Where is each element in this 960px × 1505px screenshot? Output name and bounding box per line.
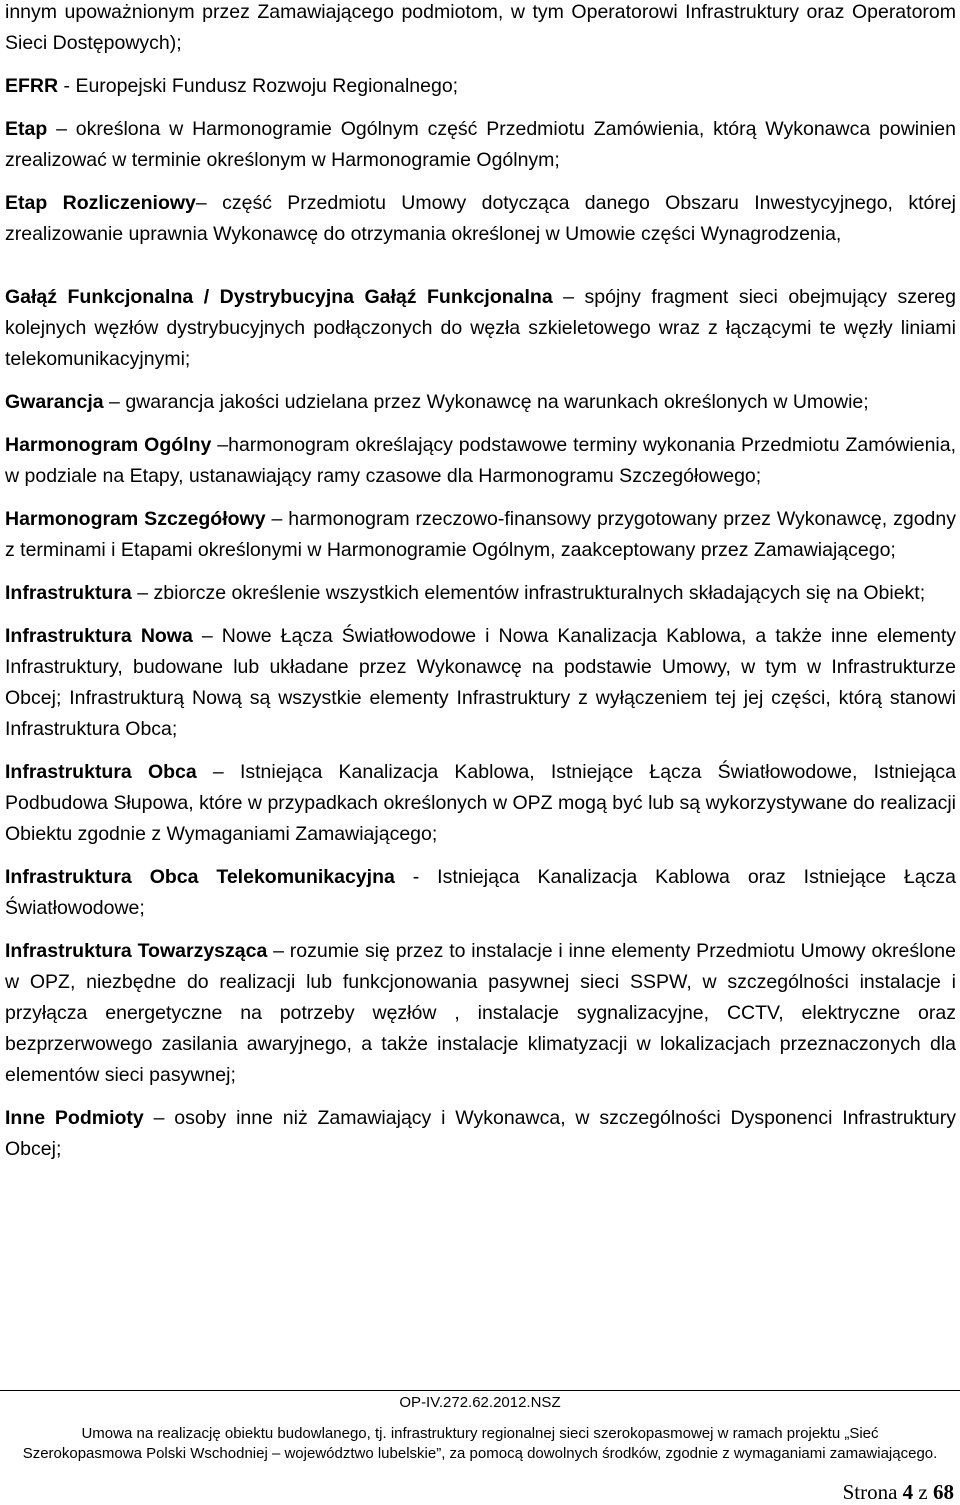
page-total: 68 [933, 1480, 954, 1504]
definition-text: gwarancja jakości udzielana przez Wykonawcę na warunkach określonych w Umowie; [125, 391, 869, 413]
document-body [5, 0, 956, 1177]
definition-galaz-funkcjonalna [5, 282, 956, 375]
definition-text: harmonogram rzeczowo-finansowy przygotowany przez Wykonawcę, zgodny z terminami i Etapami określonymi w Harmonogramie Ogólnym, zaakceptowany przez Zamawiającego; [5, 508, 956, 561]
definition-term: Etap [5, 118, 48, 140]
definition-text: część Przedmiotu Umowy dotycząca danego Obszaru Inwestycyjnego, której zrealizowanie uprawnia Wykonawcę do otrzymania określonej w Umowie części Wynagrodzenia, [5, 192, 957, 245]
footer-description: Umowa na realizację obiektu budowlanego, tj. infrastruktury regionalnej sieci szerokopasmowej w ramach projektu „Sieć Szerokopasmowa Polski Wschodniej – województwo lubelskie”, za pomocą dowolnych środków, zgodnie z wymaganiami zamawiającego. [22, 1425, 938, 1462]
definition-infrastruktura-obca-telekomunikacyjna [5, 862, 956, 924]
definition-infrastruktura-towarzyszaca [5, 936, 956, 1091]
definition-text: Europejski Fundusz Rozwoju Regionalnego; [75, 75, 459, 97]
definition-separator: – [196, 761, 240, 783]
footer-document-code: OP-IV.272.62.2012.NSZ [399, 1394, 561, 1411]
definition-term: Infrastruktura Nowa [5, 625, 193, 647]
definition-infrastruktura-nowa [5, 621, 956, 745]
definition-term: Infrastruktura Obca Telekomunikacyjna [5, 866, 395, 888]
definition-text: Istniejąca Kanalizacja Kablowa, Istniejące Łącza Światłowodowe, Istniejąca Podbudowa Słupowa, które w przypadkach określonych w OPZ mogą być lub są wykorzystywane do realizacji Obiektu zgodnie z Wymaganiami Zamawiającego; [5, 761, 956, 845]
page-number [843, 1480, 954, 1504]
definition-text: harmonogram określający podstawowe terminy wykonania Przedmiotu Zamówienia, w podziale na Etapy, ustanawiający ramy czasowe dla Harmonogramu Szczegółowego; [5, 434, 957, 487]
definition-term: Gwarancja [5, 391, 104, 413]
definition-term: Infrastruktura [5, 582, 132, 604]
definition-text: spójny fragment sieci obejmujący szereg kolejnych węzłów dystrybucyjnych podłączonych do węzła szkieletowego wraz z łączącymi te węzły liniami telekomunikacyjnymi; [5, 286, 956, 370]
definition-infrastruktura [5, 578, 956, 609]
definition-text: osoby inne niż Zamawiający i Wykonawca, w szczególności Dysponenci Infrastruktury Obcej; [5, 1107, 957, 1160]
definition-text: zbiorcze określenie wszystkich elementów infrastrukturalnych składających się na Obiekt; [153, 582, 926, 604]
definition-separator: – [131, 582, 154, 604]
definition-text: określona w Harmonogramie Ogólnym część Przedmiotu Zamówienia, którą Wykonawca powinien zrealizować w terminie określonym w Harmonogramie Ogólnym; [5, 118, 956, 171]
definition-separator: – [267, 940, 290, 962]
definition-term: Harmonogram Szczegółowy [5, 508, 266, 530]
definition-term: EFRR [5, 75, 59, 97]
definition-term: Etap Rozliczeniowy [5, 192, 196, 214]
definition-separator: – [143, 1107, 175, 1129]
definition-gwarancja [5, 387, 956, 418]
definition-separator: – [195, 192, 223, 214]
definition-text: Nowe Łącza Światłowodowe i Nowa Kanalizacja Kablowa, a także inne elementy Infrastruktury, budowane lub układane przez Wykonawcę na podstawie Umowy, w tym w Infrastrukturze Obcej; Infrastrukturą Nową są wszystkie elementy Infrastruktury z wyłączeniem tej jej części, którą stanowi Infrastruktura Obca; [5, 625, 956, 740]
definition-efrr [5, 71, 956, 102]
definition-separator: – [103, 391, 126, 413]
definition-etap [5, 114, 956, 176]
definition-term: Harmonogram Ogólny [5, 434, 212, 456]
footer-divider [0, 1390, 960, 1391]
page-word: Strona [842, 1480, 898, 1504]
continuation-paragraph: innym upoważnionym przez Zamawiającego podmiotom, w tym Operatorowi Infrastruktury oraz Operatorom Sieci Dostępowych); [5, 1, 956, 54]
definition-term: Inne Podmioty [5, 1107, 144, 1129]
definition-harmonogram-szczegolowy [5, 504, 956, 566]
definition-etap-rozliczeniowy [5, 188, 956, 250]
page-current: 4 [902, 1480, 914, 1504]
definition-term: Infrastruktura Towarzysząca [5, 940, 268, 962]
definition-text: Istniejąca Kanalizacja Kablowa oraz Istniejące Łącza Światłowodowe; [5, 866, 956, 919]
definition-separator: – [265, 508, 289, 530]
definition-separator: - [58, 75, 76, 97]
definition-text: rozumie się przez to instalacje i inne elementy Przedmiotu Umowy określone w OPZ, niezbędne do realizacji lub funkcjonowania pasywnej sieci SSPW, w szczególności instalacje i przyłącza energetyczne na potrzeby węzłów , instalacje sygnalizacyjne, CCTV, elektryczne oraz bezprzerwowego zasilania awaryjnego, a także instalacje klimatyzacji w lokalizacjach przeznaczonych dla elementów sieci pasywnej; [5, 940, 956, 1086]
definition-harmonogram-ogolny [5, 430, 956, 492]
definition-separator: – [47, 118, 76, 140]
definition-separator: – [211, 434, 229, 456]
definition-separator: - [394, 866, 438, 888]
definition-separator: – [192, 625, 222, 647]
definition-infrastruktura-obca [5, 757, 956, 850]
definition-term: Infrastruktura Obca [5, 761, 197, 783]
definition-separator: – [552, 286, 585, 308]
page-of: z [918, 1480, 928, 1504]
definition-inne-podmioty [5, 1103, 956, 1165]
definition-term: Gałąź Funkcjonalna / Dystrybucyjna Gałąź Funkcjonalna [5, 286, 553, 308]
